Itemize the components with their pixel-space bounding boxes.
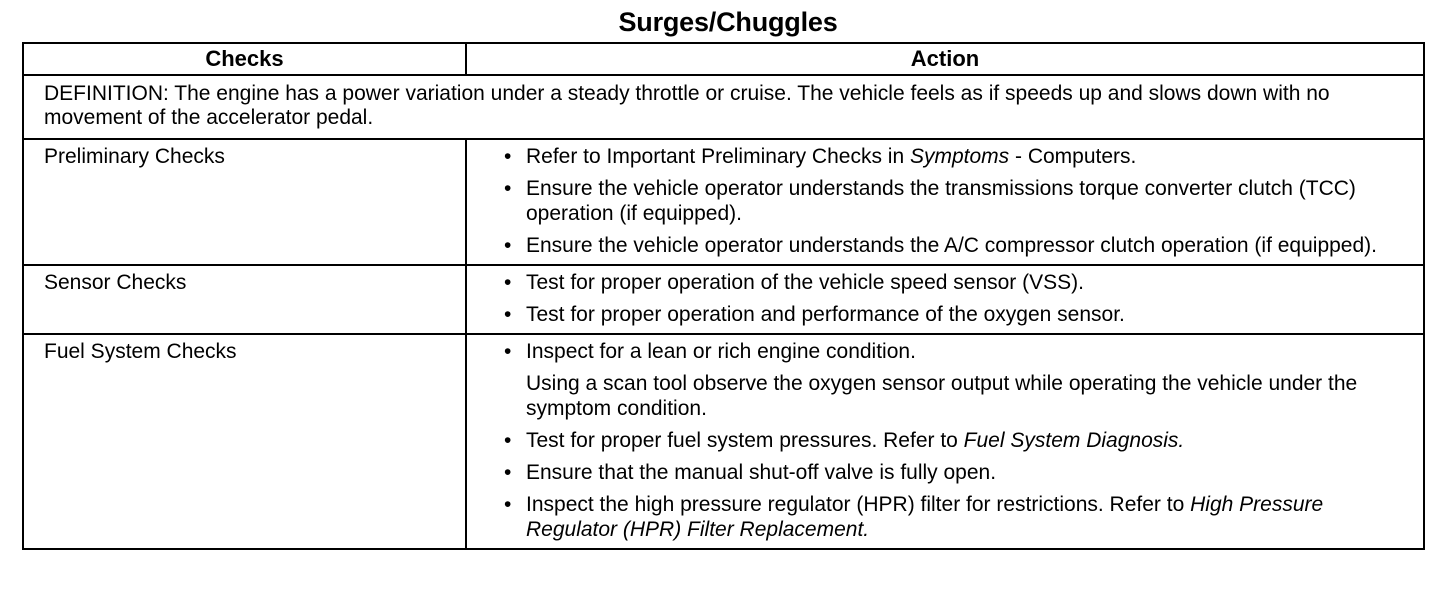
action-text: Inspect the high pressure regulator (HPR) filter for restrictions. Refer to	[526, 493, 1191, 516]
action-text: Test for proper operation of the vehicle speed sensor (VSS).	[526, 271, 1084, 294]
definition-text: DEFINITION: The engine has a power variation under a steady throttle or cruise. The vehicle feels as if speeds up and slows down with no movement of the accelerator pedal.	[23, 75, 1424, 139]
action-list	[467, 270, 1409, 327]
list-item	[467, 492, 1409, 542]
definition-row	[23, 75, 1424, 139]
check-name: Fuel System Checks	[23, 334, 466, 549]
table-row	[23, 334, 1424, 549]
action-text: Inspect for a lean or rich engine condition.	[526, 340, 916, 363]
bullet-icon: •	[504, 145, 512, 168]
action-text: Refer to Important Preliminary Checks in	[526, 145, 910, 168]
bullet-icon: •	[504, 303, 512, 326]
list-item-continuation	[467, 371, 1409, 421]
list-item	[467, 144, 1409, 169]
table-row	[23, 265, 1424, 334]
list-item	[467, 460, 1409, 485]
list-item	[467, 302, 1409, 327]
page-title: Surges/Chuggles	[618, 7, 838, 37]
action-list	[467, 144, 1409, 258]
action-text: Test for proper fuel system pressures. Refer to	[526, 429, 964, 452]
check-name: Preliminary Checks	[23, 139, 466, 265]
action-text: Ensure the vehicle operator understands the transmissions torque converter clutch (TCC) operation (if equipped).	[526, 177, 1356, 225]
list-item	[467, 270, 1409, 295]
cross-reference-link[interactable]: Symptoms	[909, 145, 1010, 168]
list-item	[467, 339, 1409, 364]
action-cell	[466, 265, 1424, 334]
action-cell	[466, 139, 1424, 265]
bullet-icon: •	[504, 493, 512, 516]
action-cell	[466, 334, 1424, 549]
bullet-icon: •	[504, 461, 512, 484]
list-item	[467, 176, 1409, 226]
header-row	[23, 43, 1424, 75]
bullet-icon: •	[504, 340, 512, 363]
check-name: Sensor Checks	[23, 265, 466, 334]
diagnosis-table	[22, 42, 1425, 550]
bullet-icon: •	[504, 271, 512, 294]
cross-reference-link[interactable]: Fuel System Diagnosis.	[963, 429, 1185, 452]
action-text: Test for proper operation and performance of the oxygen sensor.	[526, 303, 1125, 326]
list-item	[467, 428, 1409, 453]
action-text: Ensure the vehicle operator understands the A/C compressor clutch operation (if equipped).	[526, 234, 1377, 257]
column-header-action: Action	[466, 43, 1424, 75]
list-item	[467, 233, 1409, 258]
bullet-icon: •	[504, 234, 512, 257]
action-text: Ensure that the manual shut-off valve is fully open.	[526, 461, 997, 484]
bullet-icon: •	[504, 177, 512, 200]
action-text: Using a scan tool observe the oxygen sensor output while operating the vehicle under the symptom condition.	[526, 372, 1358, 420]
column-header-checks: Checks	[23, 43, 466, 75]
cross-reference-link[interactable]: High Pressure Regulator (HPR) Filter Replacement.	[526, 493, 1324, 541]
action-list	[467, 339, 1409, 542]
bullet-icon: •	[504, 429, 512, 452]
action-text-suffix: - Computers.	[1009, 145, 1137, 168]
table-row	[23, 139, 1424, 265]
